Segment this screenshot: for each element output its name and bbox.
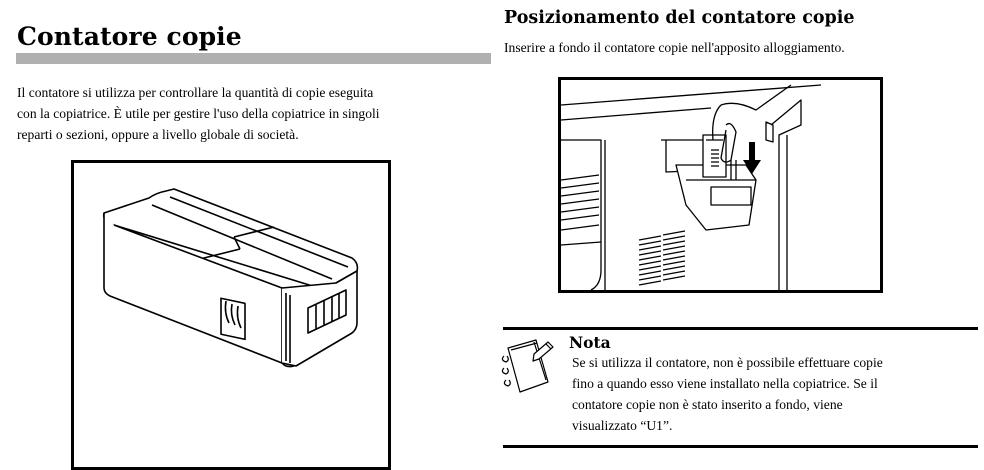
counter-insertion-illustration-icon — [561, 80, 880, 290]
section-title-contatore-copie: Contatore copie — [17, 22, 242, 51]
note-bottom-rule — [503, 445, 978, 448]
note-line: visualizzato “U1”. — [572, 418, 673, 433]
copy-counter-device-icon — [74, 163, 388, 467]
note-line: fino a quando esso viene installato nella copiatrice. Se il — [572, 376, 878, 391]
note-top-rule — [503, 327, 978, 330]
heading-underline-bar — [16, 53, 491, 64]
paragraph-line: con la copiatrice. È utile per gestire l'uso della copiatrice in singoli — [17, 106, 380, 121]
insertion-figure — [558, 77, 883, 293]
note-body — [572, 352, 883, 436]
note-line: contatore copie non è stato inserito a fondo, viene — [572, 397, 843, 412]
paragraph-line: reparti o sezioni, oppure a livello globale di società. — [17, 127, 299, 142]
paragraph-line: Il contatore si utilizza per controllare la quantità di copie eseguita — [17, 85, 374, 100]
intro-paragraph — [17, 82, 497, 145]
notebook-pencil-icon — [498, 336, 560, 398]
copy-counter-figure — [71, 160, 391, 470]
note-title: Nota — [569, 333, 611, 352]
instruction-text: Inserire a fondo il contatore copie nell'apposito alloggiamento. — [504, 40, 845, 55]
note-line: Se si utilizza il contatore, non è possibile effettuare copie — [572, 355, 883, 370]
section-title-posizionamento: Posizionamento del contatore copie — [504, 8, 855, 28]
